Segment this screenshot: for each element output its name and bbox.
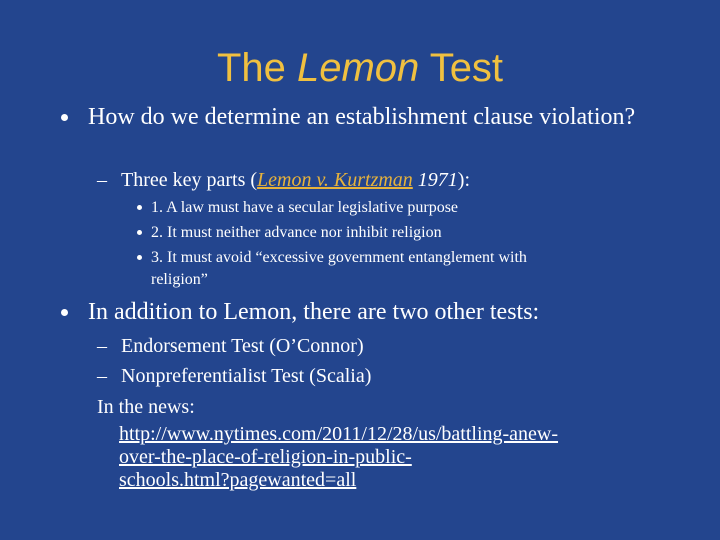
slide-title xyxy=(0,40,720,96)
title-part-2: Test xyxy=(419,46,504,90)
news-url-link[interactable] xyxy=(119,423,679,492)
dash-icon: – xyxy=(97,335,107,357)
sub-bullet-text xyxy=(121,168,681,192)
bullet-dot-icon xyxy=(137,230,142,235)
title-part-1: The xyxy=(216,46,297,90)
title-italic: Lemon xyxy=(296,46,420,90)
bullet-dot-icon xyxy=(61,309,68,316)
case-year: 1971 xyxy=(412,169,458,191)
test-1-text: Endorsement Test (O’Connor) xyxy=(121,335,364,357)
dash-icon: – xyxy=(97,365,107,387)
part-1-text: 1. A law must have a secular legislative purpose xyxy=(151,199,459,216)
bullet-dot-icon xyxy=(137,255,142,260)
news-url-line-2: over-the-place-of-religion-in-public- xyxy=(119,446,412,468)
bullet-dot-icon xyxy=(137,205,142,210)
lemon-case-link[interactable]: Lemon v. Kurtzman xyxy=(257,169,413,191)
news-url-line-1: http://www.nytimes.com/2011/12/28/us/battling-anew- xyxy=(119,423,559,445)
sub-bullet-prefix: Three key parts ( xyxy=(121,169,258,191)
sub-bullet-suffix: ): xyxy=(457,169,471,191)
part-2-text: 2. It must neither advance nor inhibit religion xyxy=(151,224,442,241)
test-2-text: Nonpreferentialist Test (Scalia) xyxy=(121,365,372,387)
part-3-text: 3. It must avoid “excessive government entanglement with xyxy=(151,249,527,266)
news-url-line-3: schools.html?pagewanted=all xyxy=(119,469,357,491)
bullet-2-text: In addition to Lemon, there are two other tests: xyxy=(88,299,540,325)
news-label: In the news: xyxy=(97,396,195,418)
part-3-continuation: religion” xyxy=(151,271,208,288)
dash-icon: – xyxy=(97,169,107,191)
bullet-dot-icon xyxy=(61,114,68,121)
bullet-1-text: How do we determine an establishment clause violation? xyxy=(88,104,636,130)
